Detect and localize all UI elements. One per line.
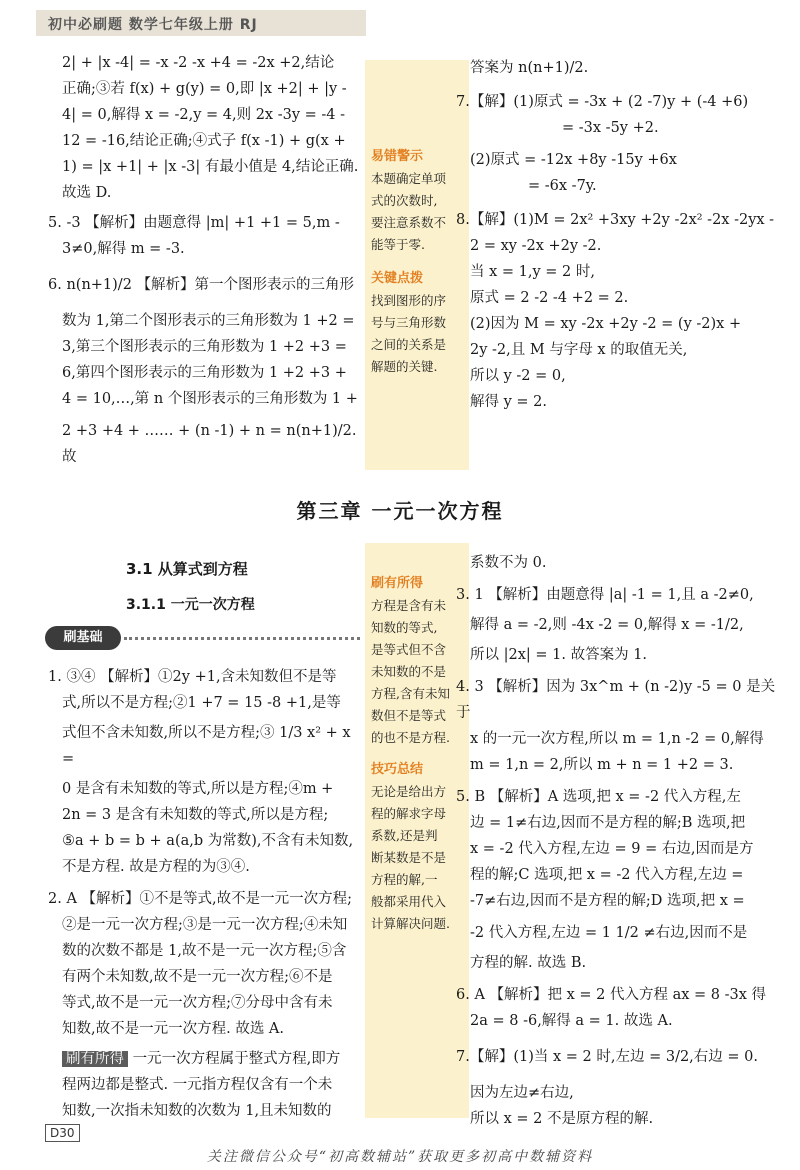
text-line: 知数,故不是一元一次方程. 故选 A. <box>62 1021 285 1037</box>
text-line: 1) = |x +1| + |x -3| 有最小值是 4,结论正确. <box>62 159 359 175</box>
text-line: 6. n(n+1)/2 【解析】第一个图形表示的三角形 <box>48 277 355 293</box>
text-line: 当 x = 1,y = 2 时, <box>470 264 595 280</box>
text-line: 2y -2,且 M 与字母 x 的取值无关, <box>470 342 688 358</box>
footer-note: 关注微信公众号“初高数辅站”获取更多初高中数辅资料 <box>206 1149 594 1165</box>
page-header <box>36 0 796 44</box>
text-line: 程的解;C 选项,把 x = -2 代入方程,左边 = <box>470 867 744 883</box>
tip-line: 之间的关系是 <box>371 337 447 352</box>
tip-line: 系数,还是判 <box>371 828 438 843</box>
text-line: 3,第三个图形表示的三角形数为 1 +2 +3 = <box>62 339 347 355</box>
text-line: 6,第四个图形表示的三角形数为 1 +2 +3 + <box>62 365 347 381</box>
tip-line: 程的解求字母 <box>371 806 447 821</box>
text-line: 解得 a = -2,则 -4x -2 = 0,解得 x = -1/2, <box>470 617 744 633</box>
text-line: 2a = 8 -6,解得 a = 1. 故选 A. <box>470 1013 673 1029</box>
text-line: 4 = 10,…,第 n 个图形表示的三角形数为 1 + <box>62 391 358 407</box>
tip-line: 般都采用代入 <box>371 894 447 909</box>
tip-line: 计算解决问题. <box>371 916 450 931</box>
bottom-side-notes <box>365 543 469 1118</box>
text-line: 2. A 【解析】①不是等式,故不是一元一次方程; <box>48 891 353 907</box>
text-line: 2| + |x -4| = -x -2 -x +4 = -2x +2,结论 <box>62 55 335 71</box>
text-line: 0 是含有未知数的等式,所以是方程;④m + <box>62 781 334 797</box>
text-line: 6. A 【解析】把 x = 2 代入方程 ax = 8 -3x 得 <box>456 987 767 1003</box>
text-line: 5. -3 【解析】由题意得 |m| +1 +1 = 5,m - <box>48 215 340 231</box>
text-line: 知数,一次指未知数的次数为 1,且未知数的 <box>62 1103 332 1119</box>
text-line: x 的一元一次方程,所以 m = 1,n -2 = 0,解得 <box>470 731 764 747</box>
section-title: 3.1 从算式到方程 <box>126 560 248 578</box>
top-right-column <box>456 55 788 415</box>
text-line: -2 代入方程,左边 = 1 1/2 ≠右边,因而不是 <box>470 925 748 941</box>
insight-tag: 刷有所得 <box>62 1051 128 1067</box>
text-line: 2 +3 +4 + …… + (n -1) + n = n(n+1)/2. 故 <box>62 423 357 465</box>
tip-line: 断某数是不是 <box>371 850 447 865</box>
top-left-column <box>48 50 362 470</box>
bottom-left-column <box>48 664 362 1124</box>
text-line: 4| = 0,解得 x = -2,y = 4,则 2x -3y = -4 - <box>62 107 346 123</box>
tip-line: 号与三角形数 <box>371 315 447 330</box>
text-line: 原式 = 2 -2 -4 +2 = 2. <box>470 290 629 306</box>
header-title: 初中必刷题 数学七年级上册 RJ <box>48 17 258 33</box>
text-line: 所以 x = 2 不是原方程的解. <box>470 1111 654 1127</box>
tip-line: 找到图形的序 <box>371 293 447 308</box>
text-line: 方程的解. 故选 B. <box>470 955 587 971</box>
text-line: 2 = xy -2x +2y -2. <box>470 238 602 254</box>
text-line: 有两个未知数,故不是一元一次方程;⑥不是 <box>62 969 333 985</box>
text-line: ②是一元一次方程;③是一元一次方程;④未知 <box>62 917 348 933</box>
text-line: 所以 y -2 = 0, <box>470 368 566 384</box>
tip-heading: 关键点拨 <box>371 271 424 286</box>
text-line: 3≠0,解得 m = -3. <box>62 241 185 257</box>
text-line: 等式,故不是一元一次方程;⑦分母中含有未 <box>62 995 333 1011</box>
text-line <box>62 1046 362 1072</box>
text-line: 3. 1 【解析】由题意得 |a| -1 = 1,且 a -2≠0, <box>456 587 754 603</box>
text-line: 7.【解】(1)当 x = 2 时,左边 = 3/2,右边 = 0. <box>456 1049 758 1065</box>
tip-line: 无论是给出方 <box>371 784 447 799</box>
text-line: 数为 1,第二个图形表示的三角形数为 1 +2 = <box>62 313 355 329</box>
tip-line: 是等式但不含 <box>371 642 447 657</box>
text-line: = -3x -5y +2. <box>562 120 659 136</box>
text-line: 解得 y = 2. <box>470 394 548 410</box>
text-line: = -6x -7y. <box>528 178 597 194</box>
text-line: x = -2 代入方程,左边 = 9 = 右边,因而是方 <box>470 841 754 857</box>
text-line: 式但不含未知数,所以不是方程;③ 1/3 x² + x = <box>62 725 351 767</box>
text-line: 式,所以不是方程;②1 +7 = 15 -8 +1,是等 <box>62 695 341 711</box>
text-line: 所以 |2x| = 1. 故答案为 1. <box>470 647 648 663</box>
chapter-title: 第三章 一元一次方程 <box>296 499 504 523</box>
tip-line: 能等于零. <box>371 237 425 252</box>
dotted-divider <box>124 637 360 640</box>
text-line: 程两边都是整式. 一元指方程仅含有一个未 <box>62 1077 333 1093</box>
text-line: 故选 D. <box>62 185 112 201</box>
tip-line: 方程的解,一 <box>371 872 438 887</box>
text-line: 因为左边≠右边, <box>470 1085 574 1101</box>
bottom-right-column <box>456 550 788 1132</box>
tip-line: 方程,含有未知 <box>371 686 450 701</box>
tip-heading: 刷有所得 <box>371 576 424 591</box>
tip-line: 的也不是方程. <box>371 730 450 745</box>
text-line: 5. B 【解析】A 选项,把 x = -2 代入方程,左 <box>456 789 741 805</box>
tip-line: 要注意系数不 <box>371 215 447 230</box>
text-span: 一元一次方程属于整式方程,即方 <box>132 1051 341 1067</box>
tip-line: 解题的关键. <box>371 359 438 374</box>
text-line: 边 = 1≠右边,因而不是方程的解;B 选项,把 <box>470 815 746 831</box>
text-line: m = 1,n = 2,所以 m + n = 1 +2 = 3. <box>470 757 734 773</box>
subsection-title: 3.1.1 一元一次方程 <box>126 597 255 613</box>
top-side-notes <box>365 60 469 470</box>
text-line: (2)因为 M = xy -2x +2y -2 = (y -2)x + <box>470 316 742 332</box>
tip-heading: 技巧总结 <box>371 762 424 777</box>
text-line: 1. ③④ 【解析】①2y +1,含未知数但不是等 <box>48 669 337 685</box>
text-line: 系数不为 0. <box>470 555 547 571</box>
tip-line: 方程是含有未 <box>371 598 447 613</box>
section-badge: 刷基础 <box>45 626 121 650</box>
tip-heading: 易错警示 <box>371 149 424 164</box>
text-line: 7.【解】(1)原式 = -3x + (2 -7)y + (-4 +6) <box>456 94 749 110</box>
text-line: 4. 3 【解析】因为 3x^m + (n -2)y -5 = 0 是关于 <box>456 679 776 721</box>
text-line: 正确;③若 f(x) + g(y) = 0,即 |x +2| + |y - <box>62 81 347 97</box>
text-line: -7≠右边,因而不是方程的解;D 选项,把 x = <box>470 893 745 909</box>
text-line: (2)原式 = -12x +8y -15y +6x <box>470 152 677 168</box>
page-number: D30 <box>45 1124 80 1142</box>
text-line: 8.【解】(1)M = 2x² +3xy +2y -2x² -2x -2yx - <box>456 212 775 228</box>
text-line: 2n = 3 是含有未知数的等式,所以是方程; <box>62 807 329 823</box>
text-line: 答案为 n(n+1)/2. <box>470 60 589 76</box>
text-line: 不是方程. 故是方程的为③④. <box>62 859 250 875</box>
text-line: 数的次数不都是 1,故不是一元一次方程;⑤含 <box>62 943 347 959</box>
tip-line: 本题确定单项 <box>371 171 447 186</box>
text-line: 12 = -16,结论正确;④式子 f(x -1) + g(x + <box>62 133 346 149</box>
tip-line: 式的次数时, <box>371 193 438 208</box>
tip-line: 未知数的不是 <box>371 664 447 679</box>
text-line: ⑤a + b = b + a(a,b 为常数),不含有未知数, <box>62 833 354 849</box>
tip-line: 知数的等式, <box>371 620 438 635</box>
tip-line: 数但不是等式 <box>371 708 447 723</box>
